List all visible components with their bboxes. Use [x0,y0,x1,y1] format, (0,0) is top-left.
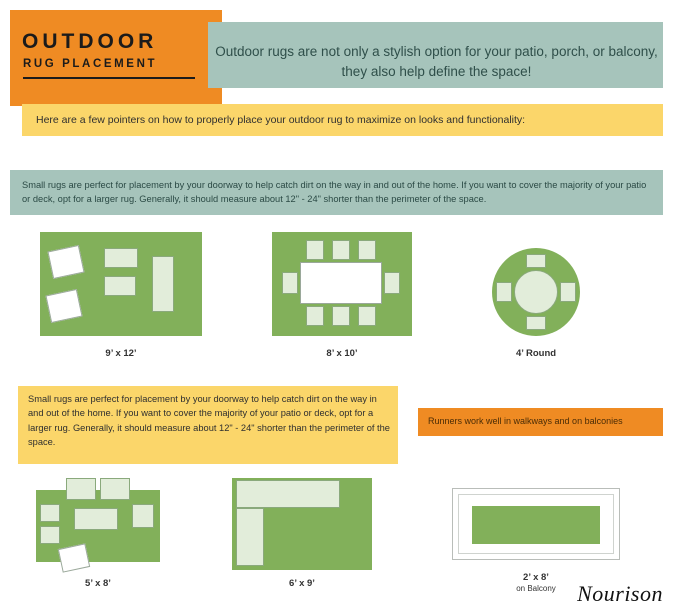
rug-2x8-runner [472,506,600,544]
sectional-left [236,508,264,566]
size-label-9x12 [40,348,202,359]
chair-5x8-left-2 [40,526,60,544]
header-yellow-text: Here are a few pointers on how to properly place your outdoor rug to maximize on looks and functionality: [36,114,526,126]
size-label-4-round-text: 4’ Round [515,348,557,359]
dining-chair-left [282,272,298,294]
round-chair-bottom [526,316,546,330]
size-label-4-round [492,348,580,359]
sofa-5x8-top-2 [100,478,130,500]
chair-5x8-left-1 [40,504,60,522]
section1-band-text: Small rugs are perfect for placement by your doorway to help catch dirt on the way in and out of the home. If you want to cover the majority of your patio or deck, opt for a larger rug. Generally, it should measure about 12" - 24" shorter than the perimeter of the space. [22,180,647,205]
size-label-2x8-text: 2’ x 8’ [523,572,549,583]
dining-chair-top-2 [332,240,350,260]
brand-logo: Nourison [577,581,663,606]
coffee-table-5x8 [74,508,118,530]
dining-chair-bottom-1 [306,306,324,326]
section2-band-text: Small rugs are perfect for placement by your doorway to help catch dirt on the way in and out of the home. If you want to cover the majority of your patio or deck, opt for a larger rug. Generally, it should measure about 12" - 24" shorter than the perimeter of the space. [28,394,390,448]
page-subtitle: RUG PLACEMENT [23,58,158,70]
size-label-8x10 [272,348,412,359]
sofa-5x8-top-1 [66,478,96,500]
size-label-5x8 [36,578,160,589]
section2-orange-text: Runners work well in walkways and on balconies [428,416,623,426]
size-label-9x12-text: 9’ x 12’ [105,348,137,359]
dining-chair-bottom-3 [358,306,376,326]
dining-table [300,262,382,304]
sofa-top [104,248,138,268]
round-table [514,270,558,314]
size-label-6x9 [232,578,372,589]
sectional-top [236,480,340,508]
round-chair-left [496,282,512,302]
size-label-6x9-text: 6’ x 9’ [289,578,315,589]
dining-chair-top-3 [358,240,376,260]
title-divider [23,77,195,79]
chair-5x8-bottom [58,543,90,572]
size-label-5x8-text: 5’ x 8’ [85,578,111,589]
size-label-2x8-sub: on Balcony [516,584,556,593]
round-chair-top [526,254,546,268]
dining-chair-bottom-2 [332,306,350,326]
size-label-8x10-text: 8’ x 10’ [326,348,358,359]
header-teal-text: Outdoor rugs are not only a stylish option for your patio, porch, or balcony, they also help define the space! [215,44,658,79]
dining-chair-right [384,272,400,294]
sofa-right [152,256,174,312]
page-title: OUTDOOR [22,30,158,53]
chair-5x8-right [132,504,154,528]
round-chair-right [560,282,576,302]
dining-chair-top-1 [306,240,324,260]
coffee-table [104,276,136,296]
